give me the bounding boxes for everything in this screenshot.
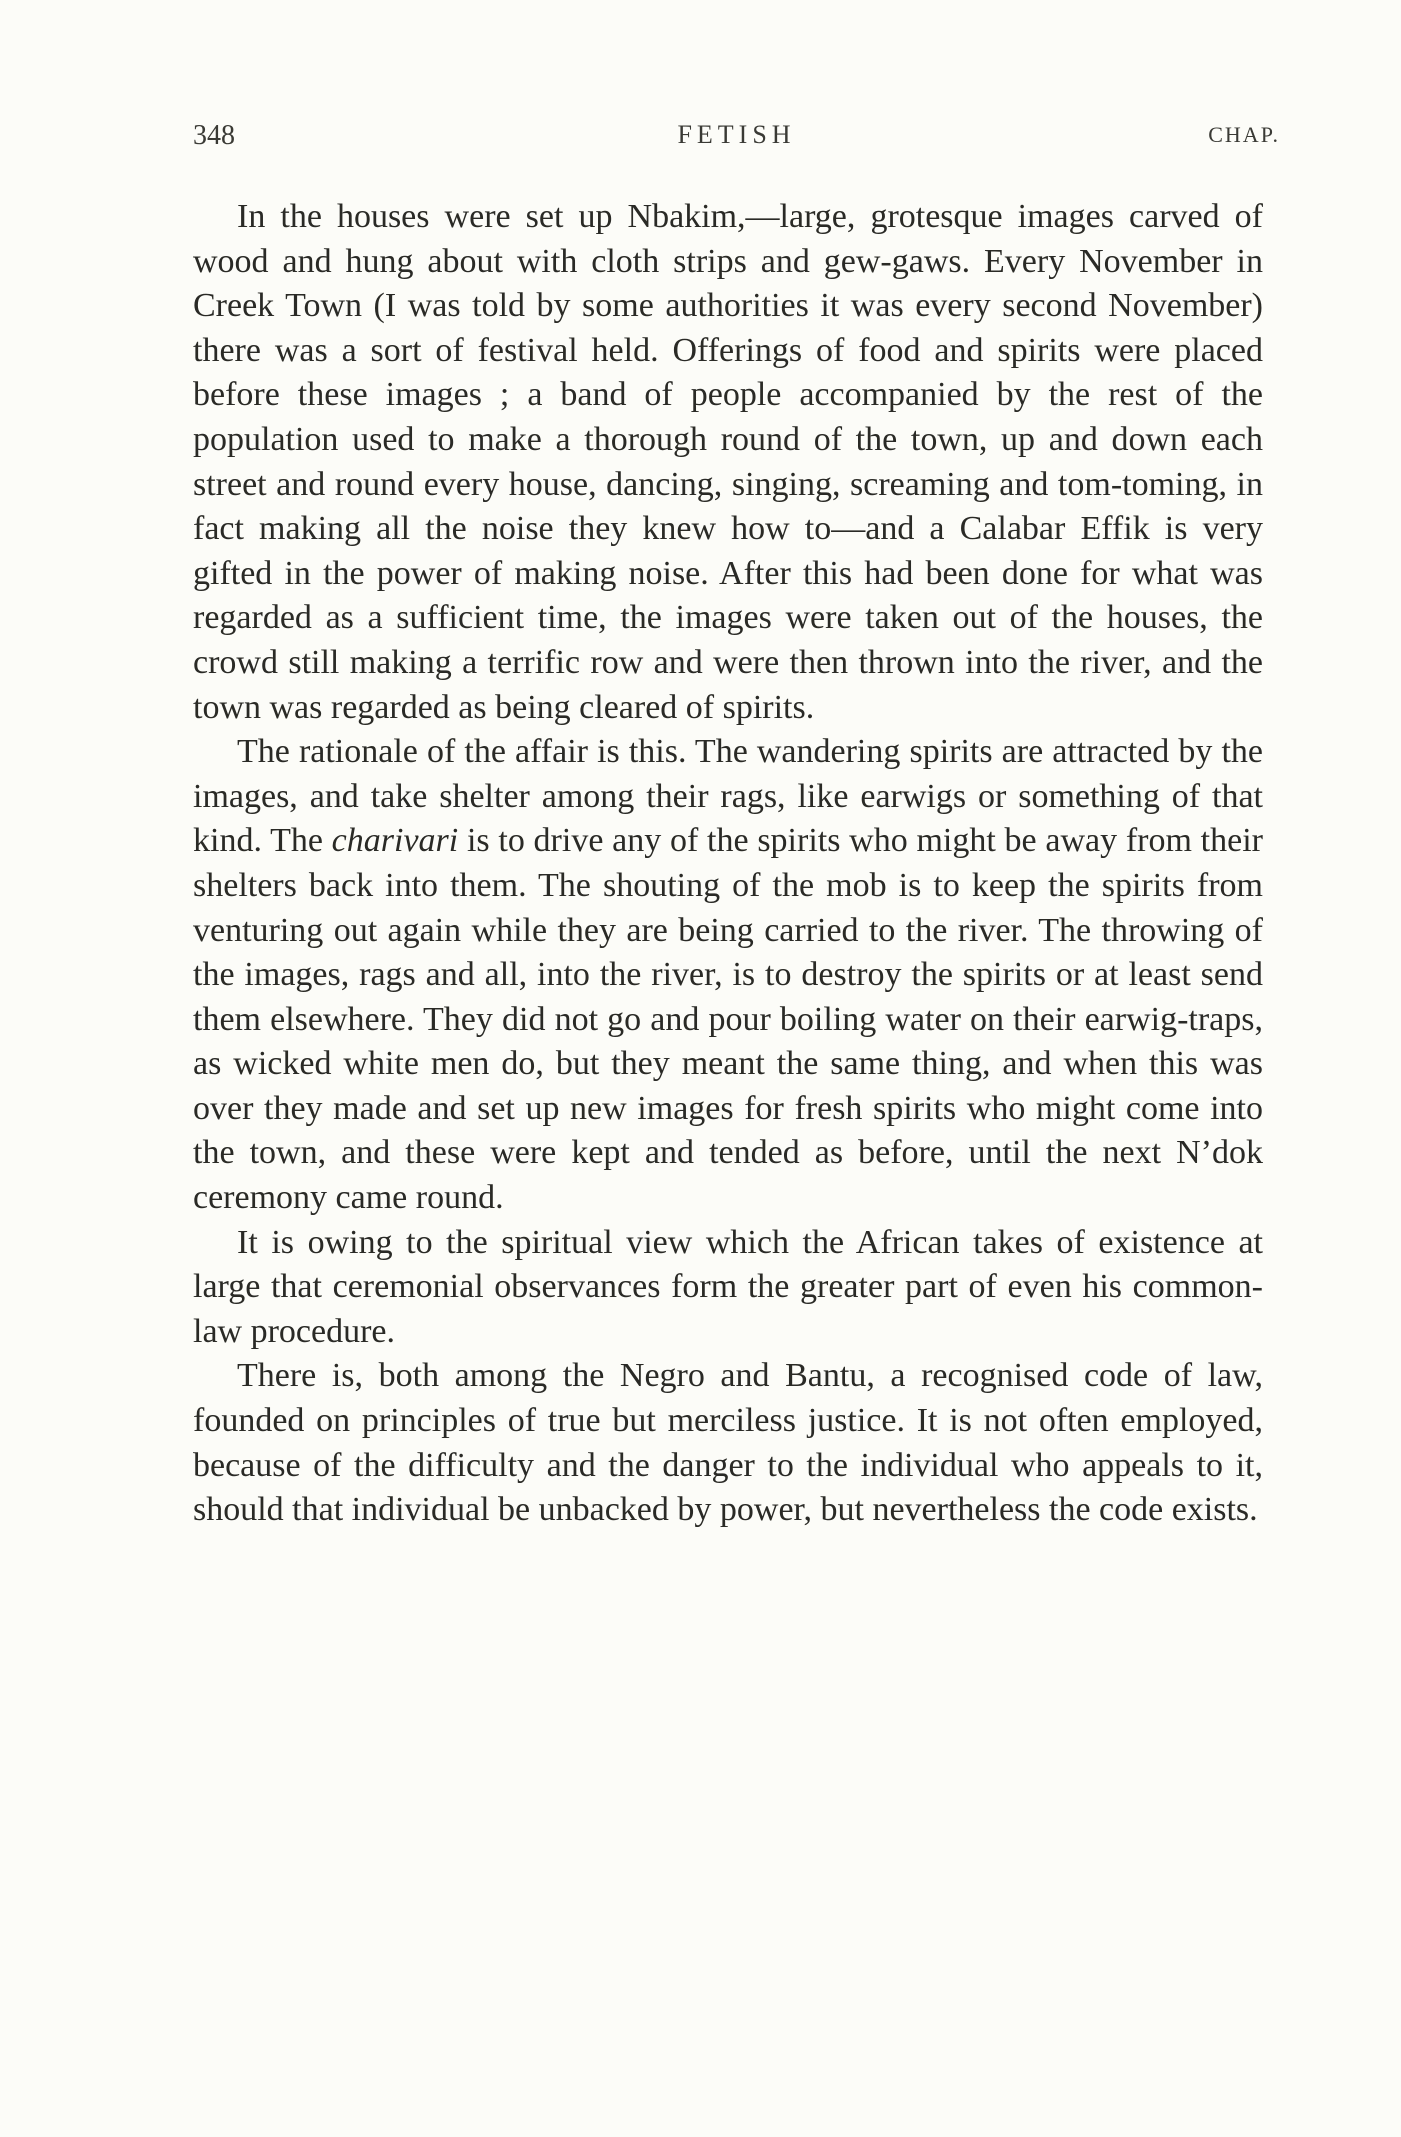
paragraph-rationale	[193, 730, 1263, 1221]
paragraph-nbakim	[193, 195, 1263, 730]
chapter-label: CHAP.	[1208, 122, 1280, 147]
paragraph-text: There is, both among the Negro and Bantu, a recognised code of law, founded on principles of true but merciless justice. It is not often employed, because of the difficulty and the danger to the individual who appeals to it, should that individual be unbacked by power, but nevertheless the code exists.	[193, 1357, 1263, 1529]
running-head	[193, 120, 1280, 160]
paragraph-text: It is owing to the spiritual view which the African takes of existence at large that ceremonial observances form the greater part of even his common-law procedure.	[193, 1223, 1263, 1350]
body-text	[193, 195, 1263, 1533]
paragraph-code-of-law	[193, 1354, 1263, 1532]
paragraph-text: The rationale of the affair is this. The wandering spirits are attracted by the images, and take shelter among their rags, like earwigs or something of that kind. The	[193, 733, 1263, 860]
paragraph-spiritual-view	[193, 1221, 1263, 1355]
paragraph-text: In the houses were set up Nbakim,—large, grotesque images carved of wood and hung about with cloth strips and gew-gaws. Every November in Creek Town (I was told by some authorities it was every second November) there was a sort of festival held. Offerings of food and spirits were placed before these images ; a band of people accompanied by the rest of the population used to make a thorough round of the town, up and down each street and round every house, dancing, singing, screaming and tom-toming, in fact making all the noise they knew how to—and a Calabar Effik is very gifted in the power of making noise. After this had been done for what was regarded as a sufficient time, the images were taken out of the houses, the crowd still making a terrific row and were then thrown into the river, and the town was regarded as being cleared of spirits.	[193, 198, 1263, 726]
paragraph-text: is to drive any of the spirits who might be away from their shelters back into them. The shouting of the mob is to keep the spirits from venturing out again while they are being carried to the river. The throwing of the images, rags and all, into the river, is to destroy the spirits or at least send them elsewhere. They did not go and pour boiling water on their earwig-traps, as wicked white men do, but they meant the same thing, and when this was over they made and set up new images for fresh spirits who might come into the town, and these were kept and tended as before, until the next N’dok ceremony came round.	[193, 822, 1263, 1217]
running-title: FETISH	[677, 120, 796, 149]
page-number: 348	[193, 120, 235, 151]
italic-term-charivari: charivari	[331, 822, 459, 860]
